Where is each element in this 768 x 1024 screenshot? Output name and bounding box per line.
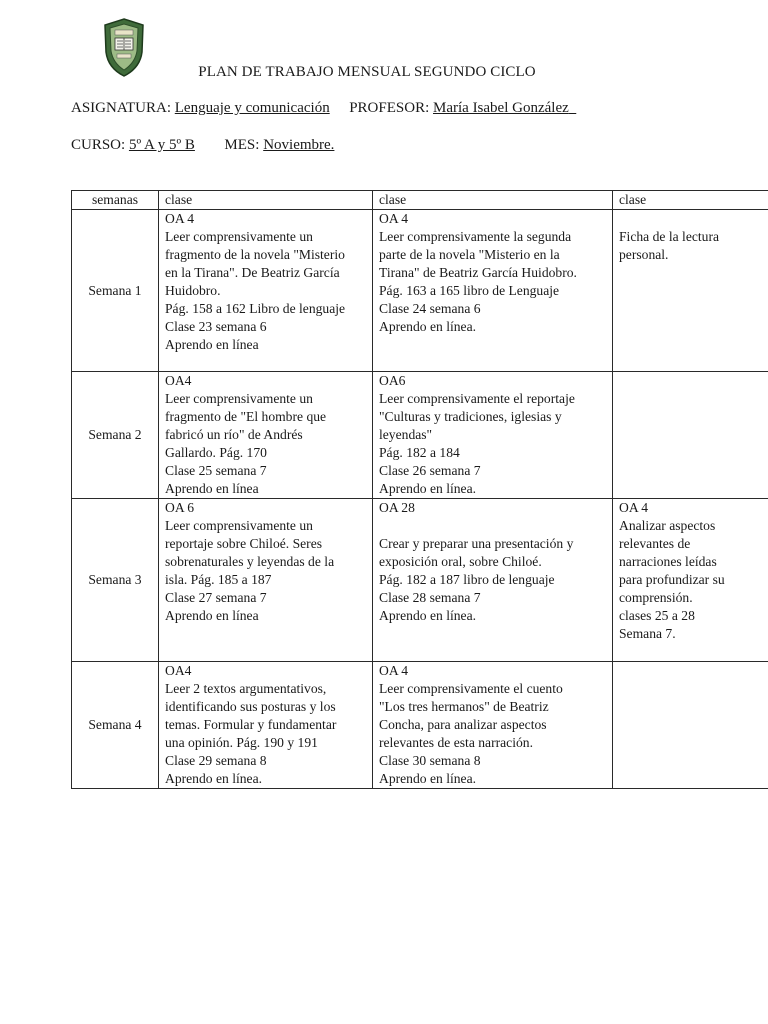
curso-value: 5º A y 5º B <box>128 137 195 153</box>
cell-line: para profundizar su <box>619 572 725 587</box>
cell-line: temas. Formular y fundamentar <box>165 717 337 732</box>
cell-line: fragmento de "El hombre que <box>165 409 327 424</box>
cell-line: Aprendo en línea. <box>379 319 477 334</box>
cell-line: Leer 2 textos argumentativos, <box>165 681 327 696</box>
clase-cell-1 <box>159 372 373 499</box>
cell-line: OA 4 <box>379 663 409 678</box>
cell-line: OA4 <box>165 373 192 388</box>
week-cell: Semana 1 <box>72 210 159 372</box>
cell-line: Aprendo en línea <box>165 481 259 496</box>
table-row <box>72 210 768 372</box>
cell-line: una opinión. Pág. 190 y 191 <box>165 735 318 750</box>
table-row <box>72 662 768 789</box>
header-clase-2: clase <box>373 191 613 210</box>
cell-line: parte de la novela "Misterio en la <box>379 247 560 262</box>
header-clase-1: clase <box>159 191 373 210</box>
cell-line: relevantes de <box>619 536 691 551</box>
cell-line: Analizar aspectos <box>619 518 716 533</box>
clase-cell-3 <box>613 662 768 789</box>
clase-cell-3 <box>613 210 768 372</box>
profesor-value: María Isabel González <box>433 100 569 116</box>
cell-line: OA 28 <box>379 500 415 515</box>
cell-line: Leer comprensivamente el reportaje <box>379 391 575 406</box>
header-clase-3: clase <box>613 191 768 210</box>
cell-line: Aprendo en línea <box>165 337 259 352</box>
asignatura-label: ASIGNATURA: <box>71 100 172 116</box>
clase-cell-1 <box>159 499 373 662</box>
cell-line <box>379 517 606 535</box>
cell-line: Pág. 182 a 184 <box>379 445 460 460</box>
cell-line: "Los tres hermanos" de Beatriz <box>379 699 549 714</box>
cell-line: Pág. 182 a 187 libro de lenguaje <box>379 572 555 587</box>
profesor-label: PROFESOR: <box>349 100 430 116</box>
cell-line: personal. <box>619 247 669 262</box>
asignatura-value: Lenguaje y comunicación <box>174 100 330 116</box>
cell-line: clases 25 a 28 <box>619 608 695 623</box>
page-title: PLAN DE TRABAJO MENSUAL SEGUNDO CICLO <box>198 64 536 80</box>
cell-line: Ficha de la lectura <box>619 229 720 244</box>
cell-line: identificando sus posturas y los <box>165 699 336 714</box>
cell-line: OA4 <box>165 663 192 678</box>
cell-line: Leer comprensivamente la segunda <box>379 229 572 244</box>
clase-cell-2 <box>373 372 613 499</box>
cell-line: Clase 30 semana 8 <box>379 753 481 768</box>
clase-cell-2 <box>373 499 613 662</box>
asignatura-line <box>71 100 576 117</box>
week-cell: Semana 2 <box>72 372 159 499</box>
curso-label: CURSO: <box>71 137 126 153</box>
cell-line: OA 4 <box>619 500 649 515</box>
cell-line: "Culturas y tradiciones, iglesias y <box>379 409 562 424</box>
mes-label: MES: <box>224 137 260 153</box>
cell-line: Leer comprensivamente un <box>165 518 313 533</box>
cell-line: fabricó un río" de Andrés <box>165 427 303 442</box>
cell-line: sobrenaturales y leyendas de la <box>165 554 335 569</box>
cell-line: Crear y preparar una presentación y <box>379 536 574 551</box>
clase-cell-2 <box>373 662 613 789</box>
cell-line: Leer comprensivamente el cuento <box>379 681 563 696</box>
cell-line: OA6 <box>379 373 406 388</box>
cell-line: exposición oral, sobre Chiloé. <box>379 554 542 569</box>
table-row <box>72 499 768 662</box>
cell-line: narraciones leídas <box>619 554 717 569</box>
cell-line: fragmento de la novela "Misterio <box>165 247 345 262</box>
week-cell: Semana 4 <box>72 662 159 789</box>
cell-line: Leer comprensivamente un <box>165 391 313 406</box>
cell-line: Clase 25 semana 7 <box>165 463 267 478</box>
cell-line: Gallardo. Pág. 170 <box>165 445 267 460</box>
clase-cell-1 <box>159 662 373 789</box>
cell-line: OA 4 <box>165 211 195 226</box>
cell-line: Tirana" de Beatriz García Huidobro. <box>379 265 577 280</box>
table-row <box>72 372 768 499</box>
cell-line <box>619 210 768 228</box>
cell-line: Clase 23 semana 6 <box>165 319 267 334</box>
curso-line <box>71 137 334 154</box>
clase-cell-1 <box>159 210 373 372</box>
cell-line: OA 4 <box>379 211 409 226</box>
cell-line: Aprendo en línea <box>165 608 259 623</box>
cell-line: Clase 29 semana 8 <box>165 753 267 768</box>
cell-line: Leer comprensivamente un <box>165 229 313 244</box>
clase-cell-3 <box>613 372 768 499</box>
cell-line: Clase 24 semana 6 <box>379 301 481 316</box>
cell-line: Aprendo en línea. <box>379 481 477 496</box>
cell-line: Aprendo en línea. <box>379 771 477 786</box>
cell-line: comprensión. <box>619 590 693 605</box>
cell-line: OA 6 <box>165 500 195 515</box>
cell-line: Pág. 163 a 165 libro de Lenguaje <box>379 283 560 298</box>
mes-value: Noviembre. <box>263 137 335 153</box>
cell-line: Semana 7. <box>619 626 676 641</box>
table-header-row <box>72 191 768 210</box>
cell-line: Pág. 158 a 162 Libro de lenguaje <box>165 301 346 316</box>
cell-line: Clase 27 semana 7 <box>165 590 267 605</box>
cell-line: relevantes de esta narración. <box>379 735 533 750</box>
cell-line: Huidobro. <box>165 283 221 298</box>
clase-cell-3 <box>613 499 768 662</box>
cell-line: leyendas" <box>379 427 433 442</box>
cell-line: Clase 26 semana 7 <box>379 463 481 478</box>
clase-cell-2 <box>373 210 613 372</box>
cell-line: Concha, para analizar aspectos <box>379 717 547 732</box>
plan-table <box>71 190 768 789</box>
cell-line: isla. Pág. 185 a 187 <box>165 572 272 587</box>
cell-line: reportaje sobre Chiloé. Seres <box>165 536 323 551</box>
cell-line: Clase 28 semana 7 <box>379 590 481 605</box>
cell-line: Aprendo en línea. <box>379 608 477 623</box>
header-semanas: semanas <box>72 191 159 210</box>
cell-line: Aprendo en línea. <box>165 771 263 786</box>
cell-line: en la Tirana". De Beatriz García <box>165 265 340 280</box>
week-cell: Semana 3 <box>72 499 159 662</box>
